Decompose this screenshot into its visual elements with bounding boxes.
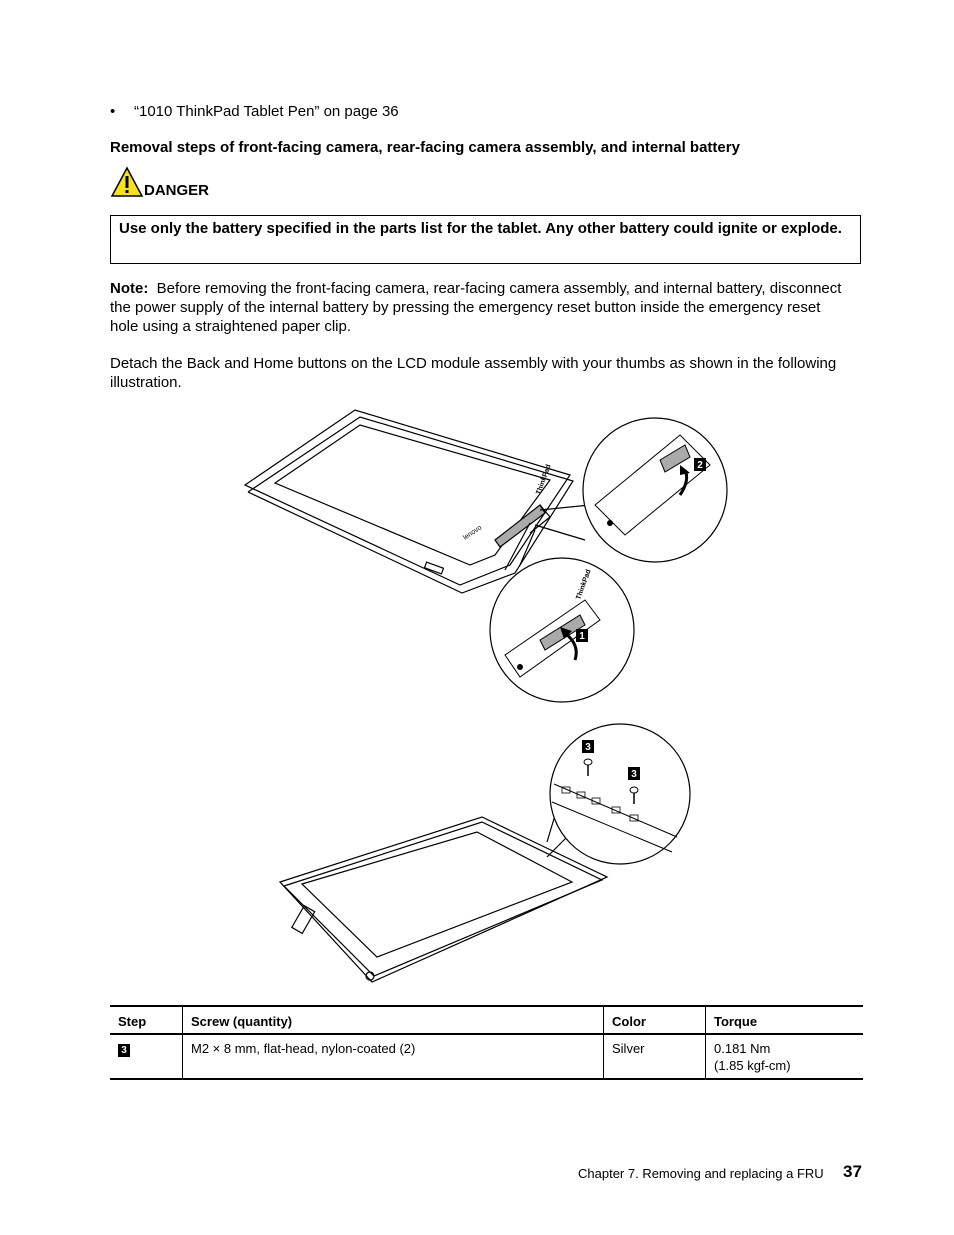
header-torque: Torque: [706, 1006, 864, 1034]
page-number: 37: [843, 1162, 862, 1181]
step-cell: [110, 1034, 183, 1079]
header-screw: Screw (quantity): [183, 1006, 604, 1034]
table-row: [110, 1034, 863, 1079]
footer-chapter: Chapter 7. Removing and replacing a FRU: [578, 1166, 824, 1181]
screw-cell: M2 × 8 mm, flat-head, nylon-coated (2): [183, 1034, 604, 1079]
screw-table: [110, 1005, 863, 1080]
bullet-symbol: •: [110, 103, 116, 120]
danger-message-box: Use only the battery specified in the parts list for the tablet. Any other battery could ignite or explode.: [110, 215, 861, 264]
note-label: Note:: [110, 280, 149, 297]
step-marker: 3: [118, 1044, 130, 1057]
torque-kgf: (1.85 kgf-cm): [714, 1058, 791, 1073]
thinkpad-logo-zoom: ThinkPad: [575, 568, 593, 601]
table-header-row: [110, 1006, 863, 1034]
callout-label-3b: 3: [631, 769, 637, 780]
bullet-item: [110, 102, 399, 121]
button-detach-illustration: [240, 405, 730, 705]
header-color: Color: [604, 1006, 706, 1034]
screw-callout-circle: [550, 724, 690, 864]
callout-circle-2: [583, 418, 727, 562]
torque-nm: 0.181 Nm: [714, 1041, 771, 1056]
callout-label-3a: 3: [585, 742, 591, 753]
torque-cell: [706, 1034, 864, 1079]
note-text: Before removing the front-facing camera, rear-facing camera assembly, and internal battery, disconnect the power supply of the internal battery by pressing the emergency reset button inside the emergency reset hole using a straightened paper clip.: [110, 280, 842, 335]
lenovo-logo: lenovo: [462, 524, 484, 542]
warning-triangle-icon: [110, 166, 144, 198]
color-cell: Silver: [604, 1034, 706, 1079]
callout-label-2: 2: [697, 460, 703, 471]
note-paragraph: [110, 279, 850, 336]
thinkpad-logo: ThinkPad: [535, 463, 553, 496]
header-step: Step: [110, 1006, 183, 1034]
screw-removal-illustration: [272, 722, 697, 992]
section-heading: Removal steps of front-facing camera, rear-facing camera assembly, and internal battery: [110, 139, 740, 156]
danger-label: DANGER: [144, 182, 210, 199]
bullet-link-text[interactable]: “1010 ThinkPad Tablet Pen” on page 36: [134, 103, 399, 120]
detach-paragraph: Detach the Back and Home buttons on the LCD module assembly with your thumbs as shown in the following illustration.: [110, 355, 837, 391]
callout-label-1: 1: [579, 631, 585, 642]
callout-circle-1: [490, 558, 634, 702]
